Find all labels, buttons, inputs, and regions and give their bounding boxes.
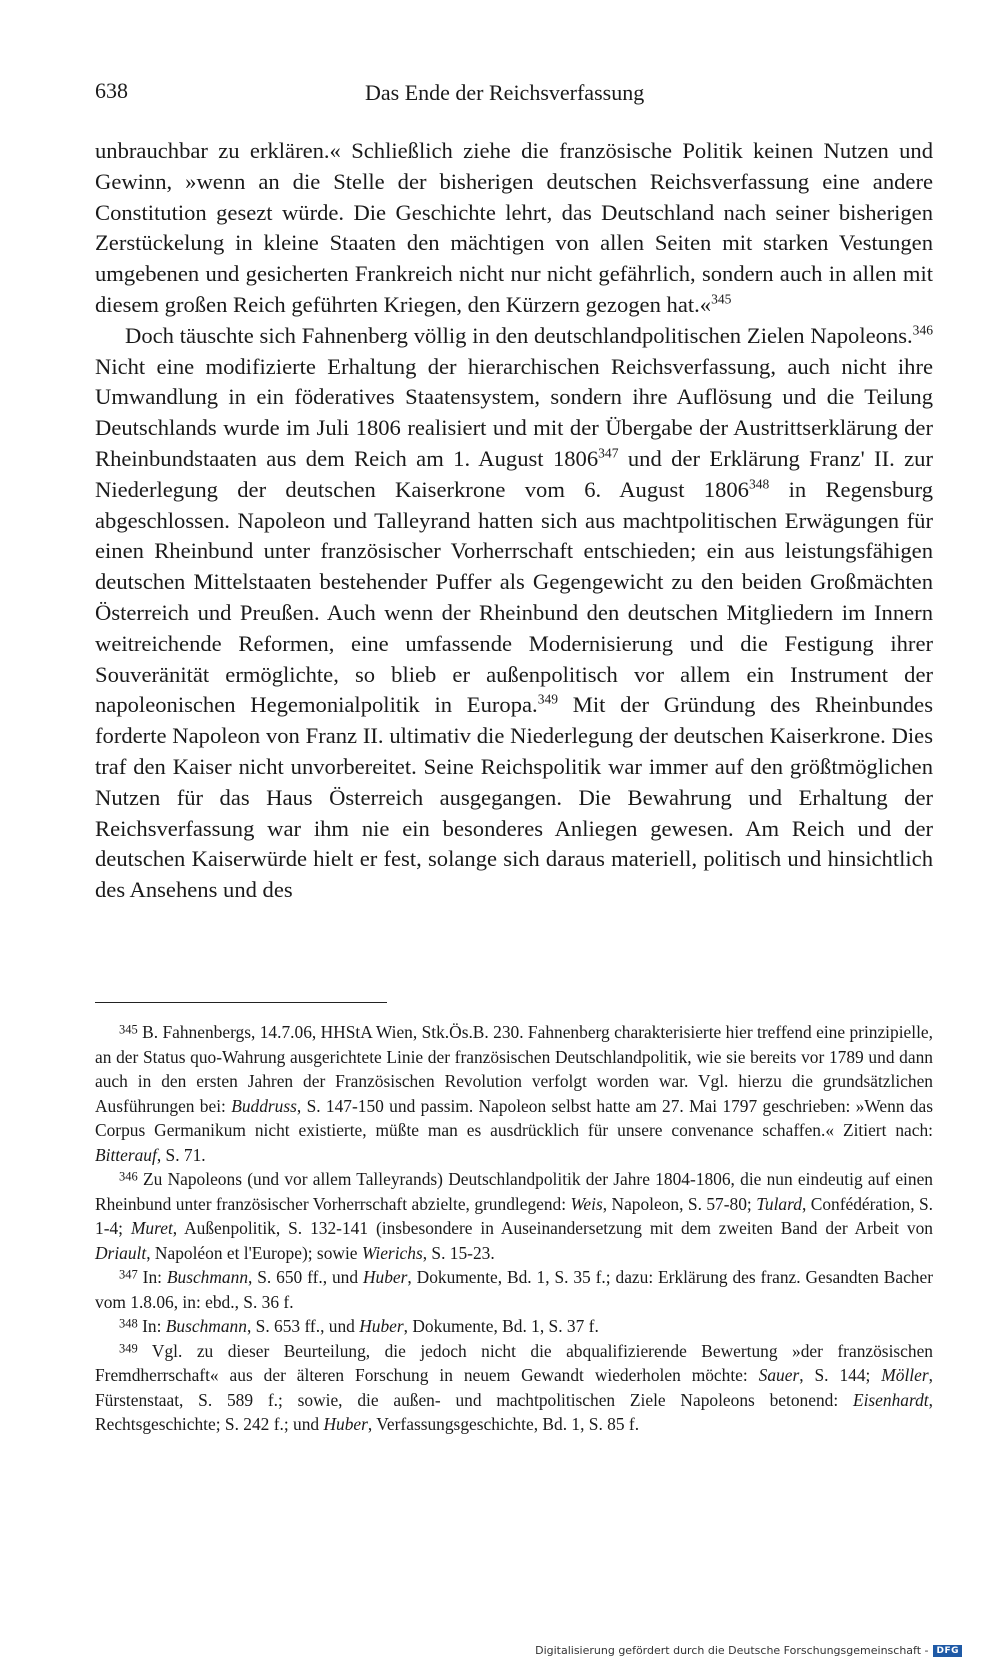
digitization-credit bbox=[535, 1644, 962, 1657]
footnote-text: , S. 653 ff., und bbox=[246, 1316, 360, 1336]
author-name: Eisenhardt bbox=[852, 1389, 929, 1410]
footnotes bbox=[95, 1020, 933, 1437]
author-name: Wierichs bbox=[361, 1242, 423, 1263]
footnote-text: , Dokumente, Bd. 1, S. 35 f.; dazu: Erklärung des franz. Gesandten Bacher vom 1.8.06, in: ebd., S. 36 f. bbox=[95, 1267, 934, 1312]
author-name: Huber bbox=[362, 1267, 408, 1287]
author-name: Huber bbox=[359, 1316, 404, 1336]
page-header bbox=[95, 72, 935, 112]
footnote-348 bbox=[95, 1314, 933, 1339]
author-name: Bitterauf bbox=[95, 1144, 157, 1165]
footnote-text: , Verfassungsgeschichte, Bd. 1, S. 85 f. bbox=[367, 1414, 640, 1434]
paragraph-text: und der Erklärung Franz' II. zur Niederlegung der deutschen Kaiserkrone vom 6. August 1806 bbox=[95, 445, 933, 502]
paragraph-text: unbrauchbar zu erklären.« Schließlich ziehe die französische Politik keinen Nutzen und Gewinn, »wenn an die Stelle der bisherigen deutschen Reichsverfassung eine andere Constitution gesezt würde. Die Geschichte lehrt, das Deutschland nach seiner bisherigen Zerstückelung in kleine Staaten den mächtigen von allen Seiten mit starken Vestungen umgebenen und gesicherten Frankreich nicht nur nicht gefährlich, sondern auch in allen mit diesem großen Reich geführten Kriegen, den Kürzern gezogen hat.« bbox=[95, 138, 933, 317]
body-text bbox=[95, 136, 933, 906]
footnote-text: , Rechtsgeschichte; S. 242 f.; und bbox=[95, 1389, 933, 1434]
author-name: Buddruss bbox=[231, 1095, 297, 1116]
paragraph-1 bbox=[95, 136, 933, 321]
footnote-text: In: bbox=[137, 1316, 166, 1336]
footnote-number: 347 bbox=[119, 1267, 138, 1282]
author-name: Muret bbox=[130, 1218, 173, 1238]
footnote-ref-349: 349 bbox=[537, 691, 559, 707]
footnote-345 bbox=[95, 1020, 933, 1167]
footnote-text: B. Fahnenbergs, 14.7.06, HHStA Wien, Stk.Ös.B. 230. Fahnenberg charakterisierte hier treffend eine prinzipielle, an der Status quo-Wahrung ausgerichtete Linie der französischen Deutschlandpolitik, wie sie bereits vor 1789 und dann auch in den ersten Jahren der Französischen Revolution verfolgt worden war. Vgl. hierzu die grundsätzlichen Ausführungen bei: bbox=[95, 1022, 933, 1116]
footnote-text: , S. 15-23. bbox=[422, 1242, 495, 1263]
page-number: 638 bbox=[95, 78, 128, 103]
footnote-number: 346 bbox=[119, 1169, 138, 1184]
author-name: Huber bbox=[323, 1414, 368, 1434]
footnote-text: Vgl. zu dieser Beurteilung, die jedoch nicht die abqualifizierende Bewertung »der französischen Fremdherrschaft« aus der älteren Forschung in neuem Gewandt wiederholen möchte: bbox=[95, 1340, 933, 1385]
footnote-text: , Confédération, S. 1-4; bbox=[95, 1193, 934, 1238]
footnote-text: , S. 650 ff., und bbox=[248, 1267, 363, 1287]
footnote-347 bbox=[95, 1265, 933, 1314]
footnote-number: 348 bbox=[119, 1316, 138, 1331]
paragraph-text: Doch täuschte sich Fahnenberg völlig in den deutschlandpolitischen Zielen Napoleons. bbox=[125, 322, 913, 348]
author-name: Driault bbox=[95, 1242, 147, 1263]
paragraph-text: in Regensburg abgeschlossen. Napoleon und Talleyrand hatten sich aus machtpolitischen Erwägungen für einen Rheinbund unter französischer Vorherrschaft entschieden; ein aus leistungsfähigen deutschen Mittelstaaten bestehender Puffer als Gegengewicht zu den beiden Großmächten Österreich und Preußen. Auch wenn der Rheinbund den deutschen Mitgliedern im Innern weitreichende Reformen, eine umfassende Modernisierung und die Festigung ihrer Souveränität ermöglichte, so blieb er außenpolitisch vor allem ein Instrument der napoleonischen Hegemonialpolitik in Europa. bbox=[95, 476, 934, 718]
paragraph-text: Nicht eine modifizierte Erhaltung der hierarchischen Reichsverfassung, auch nicht ihre Umwandlung in ein föderatives Staatensystem, sondern ihre Auflösung und die Teilung Deutschlands wurde im Juli 1806 realisiert und mit der Übergabe der Austrittserklärung der Rheinbundstaaten aus dem Reich am 1. August 1806 bbox=[95, 353, 933, 471]
author-name: Möller bbox=[881, 1365, 929, 1385]
footnote-number: 345 bbox=[119, 1022, 138, 1037]
footnote-text: In: bbox=[137, 1267, 167, 1287]
footnote-ref-348: 348 bbox=[748, 476, 770, 492]
footnote-ref-345: 345 bbox=[711, 291, 732, 307]
footnote-text: , Napoleon, S. 57-80; bbox=[602, 1193, 757, 1214]
footnote-ref-347: 347 bbox=[598, 445, 619, 461]
credit-text: Digitalisierung gefördert durch die Deutsche Forschungsgemeinschaft - bbox=[535, 1644, 929, 1657]
footnote-text: , Außenpolitik, S. 132-141 (insbesondere in Auseinandersetzung mit dem zweiten Band der Arbeit von bbox=[172, 1218, 933, 1238]
footnote-text: , S. 144; bbox=[799, 1365, 882, 1385]
footnote-349 bbox=[95, 1339, 933, 1437]
author-name: Buschmann bbox=[165, 1316, 247, 1336]
footnote-separator bbox=[95, 1002, 387, 1003]
author-name: Buschmann bbox=[166, 1267, 249, 1287]
footnote-text: , S. 147-150 und passim. Napoleon selbst hatte am 27. Mai 1797 geschrieben: »Wenn das Corpus Germanikum nicht existierte, müßte man es ausdrücklich für unsere convenance schaffen.« Zitiert nach: bbox=[95, 1095, 933, 1140]
footnote-text: , Fürstenstaat, S. 589 f.; sowie, die außen- und machtpolitischen Ziele Napoleons betonend: bbox=[95, 1365, 933, 1410]
footnote-number: 349 bbox=[119, 1341, 138, 1356]
footnote-ref-346: 346 bbox=[912, 322, 933, 338]
author-name: Sauer bbox=[758, 1365, 800, 1385]
dfg-logo: DFG bbox=[933, 1645, 962, 1657]
footnote-text: Zu Napoleons (und vor allem Talleyrands) Deutschlandpolitik der Jahre 1804-1806, die nun eindeutig auf einen Rheinbund unter französischer Vorherrschaft abzielte, grundlegend: bbox=[95, 1169, 933, 1214]
author-name: Tulard bbox=[756, 1193, 802, 1214]
footnote-346 bbox=[95, 1167, 933, 1265]
author-name: Weis bbox=[570, 1193, 603, 1214]
footnote-text: , Dokumente, Bd. 1, S. 37 f. bbox=[403, 1316, 599, 1336]
footnote-text: , S. 71. bbox=[156, 1144, 206, 1165]
paragraph-text: Mit der Gründung des Rheinbundes forderte Napoleon von Franz II. ultimativ die Niederlegung der deutschen Kaiserkrone. Dies traf den Kaiser nicht unvorbereitet. Seine Reichspolitik war immer auf den größtmöglichen Nutzen für das Haus Österreich ausgegangen. Die Bewahrung und Erhaltung der Reichsverfassung war ihm nie ein besonderes Anliegen gewesen. Am Reich und der deutschen Kaiserwürde hielt er fest, solange sich daraus materiell, politisch und hinsichtlich des Ansehens und des bbox=[95, 692, 933, 903]
paragraph-2 bbox=[95, 321, 933, 906]
footnote-text: , Napoléon et l'Europe); sowie bbox=[146, 1242, 362, 1263]
running-title: Das Ende der Reichsverfassung bbox=[365, 80, 645, 105]
